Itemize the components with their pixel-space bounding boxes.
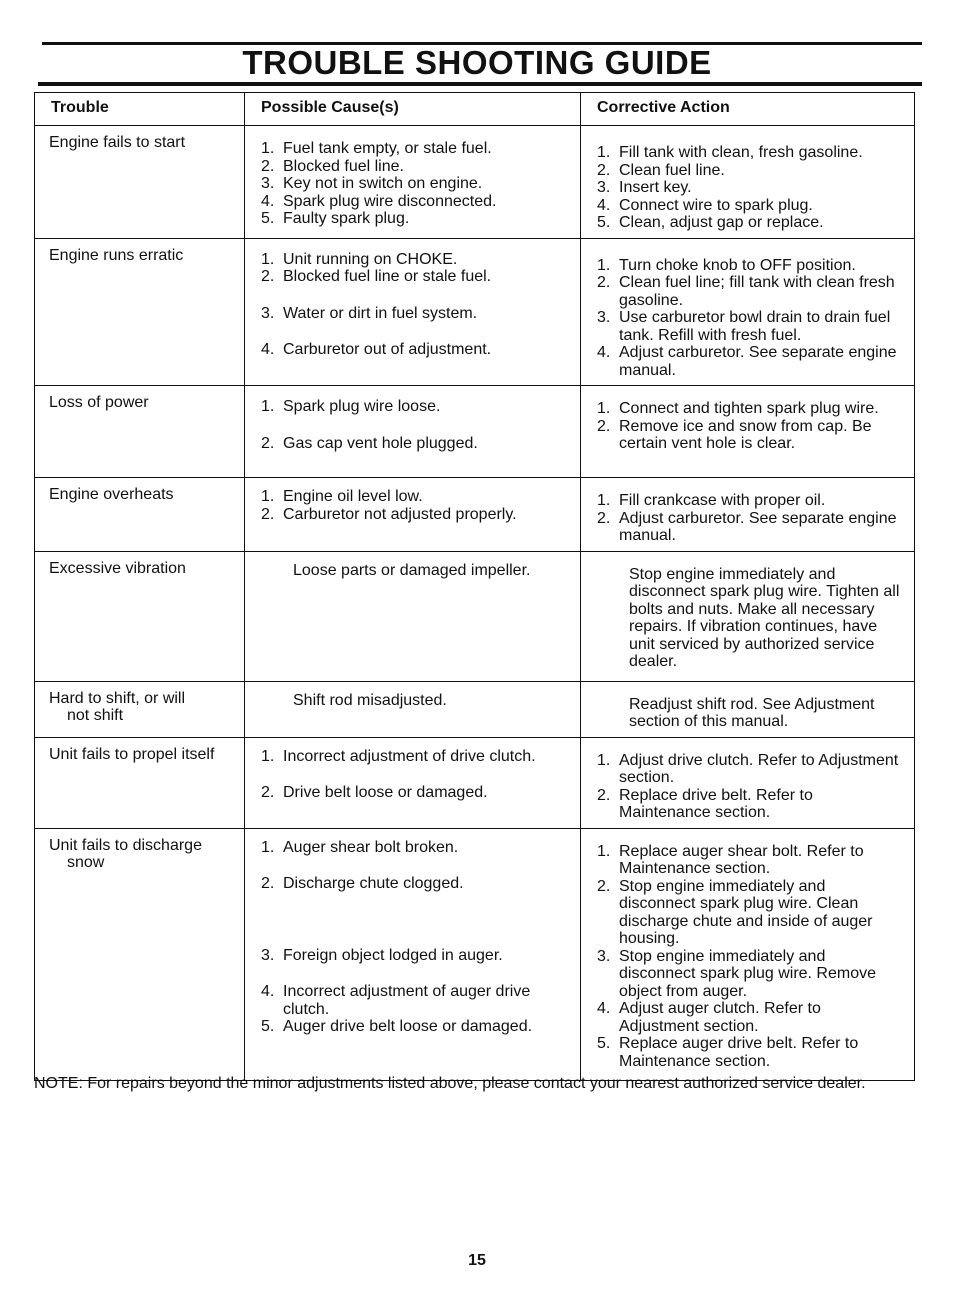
trouble-text: Loss of power <box>49 394 149 411</box>
table-row <box>35 478 915 552</box>
title-underline <box>38 82 922 86</box>
list-item: Auger shear bolt broken. <box>283 838 459 856</box>
list-item: Incorrect adjustment of auger drive clutch. <box>283 983 531 1018</box>
list-item: Water or dirt in fuel system. <box>283 304 478 322</box>
cause-text: Loose parts or damaged impeller. <box>293 561 531 579</box>
page-title: TROUBLE SHOOTING GUIDE <box>242 44 712 81</box>
page-number: 15 <box>468 1252 486 1269</box>
action-list <box>595 752 904 822</box>
trouble-text: Engine fails to start <box>49 134 186 151</box>
trouble-cell <box>35 737 245 828</box>
trouble-text <box>49 837 234 872</box>
action-cell <box>581 828 915 1080</box>
list-item: Spark plug wire disconnected. <box>283 192 497 210</box>
trouble-line: Hard to shift, or will <box>49 689 186 707</box>
action-list <box>595 144 904 232</box>
table-row <box>35 126 915 239</box>
table-row <box>35 681 915 737</box>
table-row <box>35 386 915 478</box>
trouble-cell <box>35 386 245 478</box>
list-item: Clean fuel line; fill tank with clean fresh gasoline. <box>619 274 895 309</box>
list-item: Incorrect adjustment of drive clutch. <box>283 747 536 765</box>
action-text: Stop engine immediately and disconnect spark plug wire. Tighten all bolts and nuts. Make all necessary repairs. If vibration continues, have unit serviced by authorized service dealer. <box>629 565 900 670</box>
trouble-cell <box>35 478 245 552</box>
header-possible-causes: Possible Cause(s) <box>245 93 581 126</box>
trouble-cell <box>35 551 245 681</box>
table-row <box>35 238 915 386</box>
list-item: Fill crankcase with proper oil. <box>619 492 826 509</box>
list-item: Fuel tank empty, or stale fuel. <box>283 140 492 157</box>
action-cell <box>581 478 915 552</box>
list-item: Turn choke knob to OFF position. <box>619 256 856 274</box>
cause-list <box>259 839 570 1036</box>
trouble-text: Engine runs erratic <box>49 246 184 264</box>
trouble-text: Engine overheats <box>49 486 174 503</box>
list-item: Adjust auger clutch. Refer to Adjustment section. <box>619 1000 821 1035</box>
cause-cell <box>245 238 581 386</box>
table-row <box>35 828 915 1080</box>
list-item: Drive belt loose or damaged. <box>283 784 488 801</box>
action-text: Readjust shift rod. See Adjustment section of this manual. <box>629 695 875 730</box>
list-item: Discharge chute clogged. <box>283 875 464 892</box>
cause-cell <box>245 828 581 1080</box>
cause-list <box>259 748 570 802</box>
list-item: Replace auger shear bolt. Refer to Maintenance section. <box>619 842 864 877</box>
action-cell <box>581 551 915 681</box>
action-cell <box>581 681 915 737</box>
cause-cell <box>245 386 581 478</box>
header-trouble: Trouble <box>35 93 245 126</box>
trouble-line: Unit fails to discharge <box>49 836 202 854</box>
list-item: Fill tank with clean, fresh gasoline. <box>619 144 863 161</box>
list-item: Adjust carburetor. See separate engine manual. <box>619 344 897 379</box>
list-item: Replace auger drive belt. Refer to Maintenance section. <box>619 1035 859 1070</box>
action-cell <box>581 238 915 386</box>
cause-list <box>259 488 570 523</box>
list-item: Blocked fuel line or stale fuel. <box>283 268 492 285</box>
list-item: Unit running on CHOKE. <box>283 250 458 268</box>
list-item: Connect and tighten spark plug wire. <box>619 400 879 417</box>
trouble-text: Excessive vibration <box>49 559 186 577</box>
list-item: Spark plug wire loose. <box>283 398 441 415</box>
cause-cell <box>245 478 581 552</box>
action-list <box>595 492 904 545</box>
trouble-line: not shift <box>67 707 124 724</box>
list-item: Adjust carburetor. See separate engine manual. <box>619 509 897 544</box>
cause-cell <box>245 681 581 737</box>
list-item: Foreign object lodged in auger. <box>283 946 503 964</box>
list-item: Faulty spark plug. <box>283 210 410 227</box>
cause-cell <box>245 737 581 828</box>
action-cell <box>581 126 915 239</box>
list-item: Use carburetor bowl drain to drain fuel tank. Refill with fresh fuel. <box>619 309 891 344</box>
list-item: Clean fuel line. <box>619 161 725 179</box>
list-item: Stop engine immediately and disconnect spark plug wire. Clean discharge chute and inside of auger housing. <box>619 877 873 947</box>
trouble-cell <box>35 828 245 1080</box>
table-row <box>35 551 915 681</box>
list-item: Blocked fuel line. <box>283 157 404 175</box>
cause-cell <box>245 551 581 681</box>
list-item: Carburetor not adjusted properly. <box>283 505 517 523</box>
repair-note: NOTE: For repairs beyond the minor adjustments listed above, please contact your nearest authorized service dealer. <box>34 1075 866 1092</box>
trouble-shooting-table <box>34 92 915 1081</box>
trouble-line: snow <box>67 854 105 871</box>
trouble-text <box>49 690 234 725</box>
action-cell <box>581 737 915 828</box>
list-item: Adjust drive clutch. Refer to Adjustment section. <box>619 751 899 786</box>
cause-list <box>259 398 570 452</box>
cause-text: Shift rod misadjusted. <box>293 691 447 709</box>
cause-list <box>259 251 570 359</box>
list-item: Key not in switch on engine. <box>283 175 483 192</box>
action-list <box>595 400 904 453</box>
table-header-row <box>35 93 915 126</box>
cause-list <box>259 140 570 228</box>
trouble-cell <box>35 681 245 737</box>
table-row <box>35 737 915 828</box>
trouble-text: Unit fails to propel itself <box>49 745 215 763</box>
trouble-cell <box>35 238 245 386</box>
header-corrective-action: Corrective Action <box>581 93 915 126</box>
list-item: Carburetor out of adjustment. <box>283 341 492 358</box>
action-list <box>595 257 904 380</box>
list-item: Insert key. <box>619 179 692 196</box>
list-item: Stop engine immediately and disconnect spark plug wire. Remove object from auger. <box>619 947 877 1000</box>
cause-cell <box>245 126 581 239</box>
list-item: Engine oil level low. <box>283 488 423 505</box>
list-item: Remove ice and snow from cap. Be certain vent hole is clear. <box>619 417 872 452</box>
action-cell <box>581 386 915 478</box>
list-item: Gas cap vent hole plugged. <box>283 434 478 452</box>
list-item: Clean, adjust gap or replace. <box>619 214 824 231</box>
list-item: Connect wire to spark plug. <box>619 196 813 214</box>
list-item: Auger drive belt loose or damaged. <box>283 1018 533 1035</box>
list-item: Replace drive belt. Refer to Maintenance section. <box>619 786 813 821</box>
trouble-cell <box>35 126 245 239</box>
action-list <box>595 843 904 1071</box>
